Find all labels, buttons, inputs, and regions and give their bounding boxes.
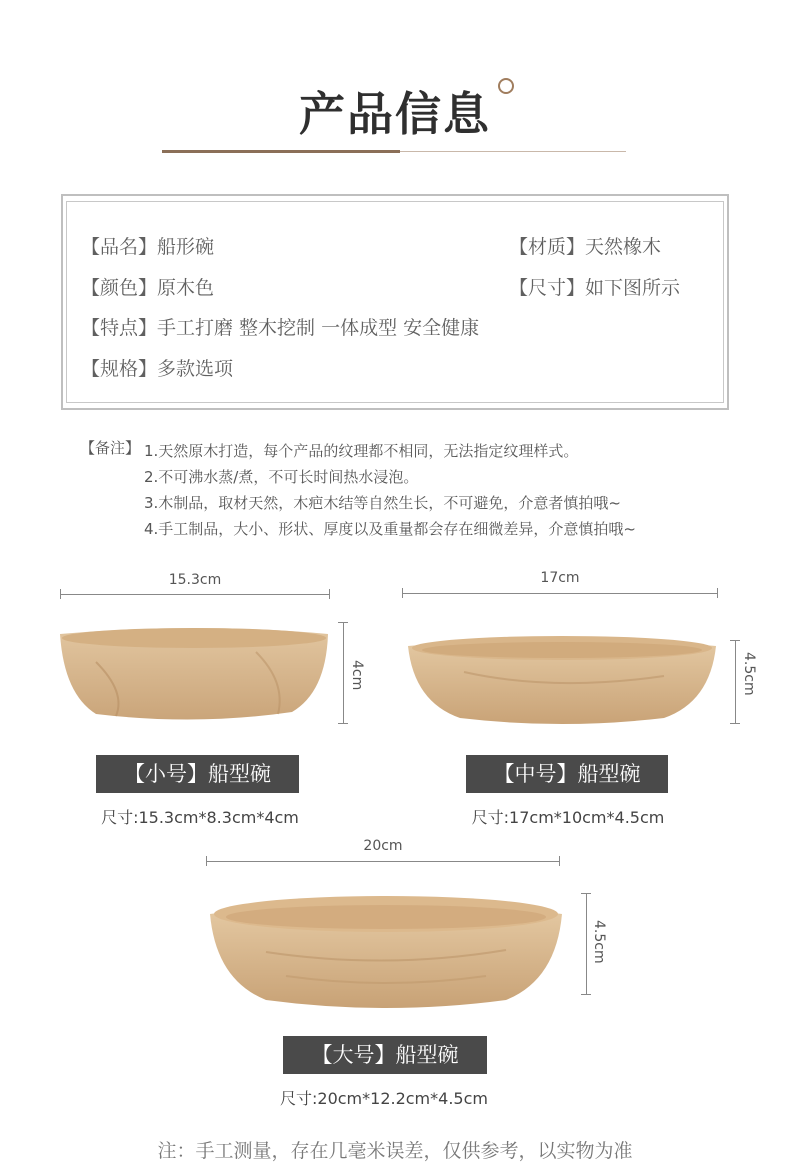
title-circle-icon <box>498 78 514 94</box>
info-features: 【特点】手工打磨 整木挖制 一体成型 安全健康 <box>81 317 480 339</box>
large-size-tag: 【大号】船型碗 <box>283 1036 487 1074</box>
measurement-disclaimer: 注：手工测量，存在几毫米误差，仅供参考，以实物为准 <box>157 1140 633 1162</box>
note-item: 2.不可沸水蒸/煮，不可长时间热水浸泡。 <box>144 468 419 486</box>
large-width-line <box>206 861 560 862</box>
small-height-label: 4cm <box>349 660 365 691</box>
medium-bowl-image <box>404 632 720 728</box>
notes-label: 【备注】 <box>80 439 141 457</box>
medium-width-line <box>402 593 718 594</box>
large-height-line <box>586 893 587 995</box>
small-bowl-image <box>56 622 332 726</box>
info-spec: 【规格】多款选项 <box>81 358 234 380</box>
info-color: 【颜色】原木色 <box>81 277 215 299</box>
title-underline <box>400 151 626 152</box>
info-size: 【尺寸】如下图所示 <box>509 277 681 299</box>
info-material: 【材质】天然橡木 <box>509 236 662 258</box>
medium-width-label: 17cm <box>540 570 580 586</box>
small-width-label: 15.3cm <box>168 572 222 588</box>
page-title: 产品信息 <box>299 87 491 141</box>
small-dimensions: 尺寸:15.3cm*8.3cm*4cm <box>101 808 299 827</box>
medium-size-tag: 【中号】船型碗 <box>466 755 668 793</box>
large-bowl-image <box>206 890 566 1014</box>
info-name: 【品名】船形碗 <box>81 236 215 258</box>
medium-height-line <box>735 640 736 724</box>
note-item: 4.手工制品，大小、形状、厚度以及重量都会存在细微差异，介意慎拍哦~ <box>144 520 636 538</box>
small-size-tag: 【小号】船型碗 <box>96 755 299 793</box>
large-dimensions: 尺寸:20cm*12.2cm*4.5cm <box>280 1089 488 1108</box>
medium-height-label: 4.5cm <box>741 652 757 696</box>
large-height-label: 4.5cm <box>591 920 607 964</box>
title-underline-accent <box>162 150 400 153</box>
medium-dimensions: 尺寸:17cm*10cm*4.5cm <box>471 808 665 827</box>
small-height-line <box>343 622 344 724</box>
note-item: 1.天然原木打造，每个产品的纹理都不相同，无法指定纹理样式。 <box>144 442 579 460</box>
product-info-box <box>61 194 729 410</box>
large-width-label: 20cm <box>363 838 403 854</box>
note-item: 3.木制品，取材天然，木疤木结等自然生长，不可避免，介意者慎拍哦~ <box>144 494 621 512</box>
small-width-line <box>60 594 330 595</box>
